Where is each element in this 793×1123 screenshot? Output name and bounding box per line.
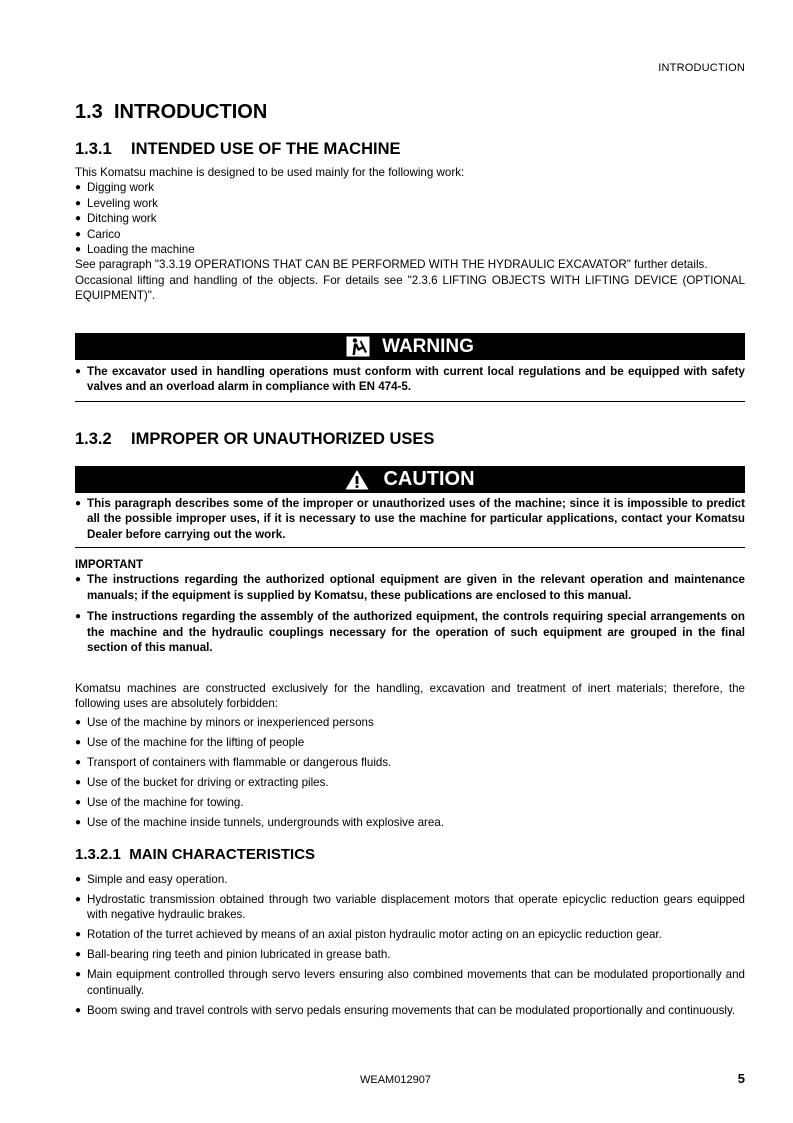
intended-use-section [75,140,745,159]
subsection-number: 1.3.2.1 [75,846,121,863]
subsection-title: INTENDED USE OF THE MACHINE [131,140,401,158]
list-item: ● The instructions regarding the authorized optional equipment are given in the relevant operation and maintenance manuals; if the equipment is supplied by Komatsu, these publications are enclosed to this manual. [75,573,745,602]
list-item: ● Use of the machine inside tunnels, undergrounds with explosive area. [75,815,445,829]
warning-banner [75,333,745,360]
bullet-icon: ● [75,874,82,885]
main-characteristics-heading [75,846,745,863]
caution-body [75,496,745,542]
bullet-icon: ● [75,366,82,377]
list-item: ● Rotation of the turret achieved by means of an axial piston hydraulic motor acting on an epicyclic reduction gear. [75,928,662,942]
list-item: ● Hydrostatic transmission obtained through two variable displacement motors that operate epicyclic reduction gears equipped with negative hydraulic brakes. [75,893,745,922]
bullet-icon: ● [75,244,82,256]
subsection-title: MAIN CHARACTERISTICS [129,846,316,863]
list-item: ● Ditching work [75,212,157,226]
bullet-icon: ● [75,1004,82,1016]
bullet-icon: ● [75,969,82,981]
bullet-icon: ● [75,756,82,768]
forbidden-intro: Komatsu machines are constructed exclusively for the handling, excavation and treatment of inert materials; therefore, the following uses are absolutely forbidden: [75,682,745,711]
bullet-icon: ● [75,611,82,623]
important-list [75,572,745,655]
list-item: ● Loading the machine [75,243,195,257]
bullet-icon: ● [75,894,82,905]
bullet-icon: ● [75,736,82,748]
list-item: ● Digging work [75,181,155,195]
caution-divider [75,547,745,548]
page-number: 5 [737,1071,745,1086]
caution-triangle-icon [345,469,369,490]
warning-divider [75,401,745,402]
list-item: ● Carico [75,227,121,241]
important-label: IMPORTANT [75,558,144,571]
important-section [75,557,745,660]
list-item: ● The instructions regarding the assembly of the authorized equipment, the controls requiring special arrangements on the machine and the hydraulic couplings necessary for the operation of such equipment are grouped in the final section of this manual. [75,610,745,655]
list-item: ● This paragraph describes some of the improper or unauthorized uses of the machine; since it is impossible to predict all the possible improper uses, if it is necessary to use the machine for particular applications, contact your Komatsu Dealer before carrying out the work. [75,497,745,541]
bullet-icon: ● [75,776,82,788]
bullet-icon: ● [75,929,82,941]
warning-body [75,364,745,395]
list-item: ● Leveling work [75,196,158,210]
warning-person-icon [346,336,370,357]
bullet-icon: ● [75,816,82,828]
main-characteristics-list [75,872,745,1018]
improper-uses-section [75,430,745,449]
bullet-icon: ● [75,574,82,586]
bullet-icon: ● [75,716,82,728]
document-code: WEAM012907 [360,1074,431,1086]
list-item: ● Ball-bearing ring teeth and pinion lubricated in grease bath. [75,948,391,962]
section-number: 1.3 [75,101,103,123]
bullet-icon: ● [75,949,82,961]
list-item: ● Simple and easy operation. [75,873,228,886]
bullet-icon: ● [75,182,82,194]
intended-use-list [75,180,745,257]
bullet-icon: ● [75,796,82,808]
bullet-icon: ● [75,228,82,240]
section-title: INTRODUCTION [113,101,268,123]
intended-use-body [75,165,745,304]
bullet-icon: ● [75,498,82,509]
caution-banner [75,466,745,493]
warning-list [75,364,745,395]
bullet-icon: ● [75,197,82,209]
list-item: ● Main equipment controlled through servo levers ensuring also combined movements that can be modulated proportionally and continually. [75,968,745,997]
intended-use-intro: This Komatsu machine is designed to be used mainly for the following work: [75,166,465,179]
forbidden-uses-section [75,681,745,835]
caution-list [75,496,745,542]
bullet-icon: ● [75,213,82,225]
list-item: ● The excavator used in handling operations must conform with current local regulations and be equipped with safety valves and an overload alarm in compliance with EN 474-5. [75,365,745,394]
subsection-title: IMPROPER OR UNAUTHORIZED USES [131,430,435,448]
lifting-note: Occasional lifting and handling of the objects. For details see "2.3.6 LIFTING OBJECTS WITH LIFTING DEVICE (OPTIONAL EQUIPMENT)". [75,273,745,303]
improper-uses-heading [75,430,745,449]
intended-use-heading [75,140,745,159]
subsection-number: 1.3.2 [75,430,112,448]
warning-label: WARNING [382,335,474,357]
list-item: ● Boom swing and travel controls with servo pedals ensuring movements that can be modulated proportionally and continuously. [75,1003,736,1017]
caution-label: CAUTION [383,468,475,490]
subsection-number: 1.3.1 [75,140,112,158]
list-item: ● Use of the machine for towing. [75,795,244,809]
list-item: ● Use of the bucket for driving or extracting piles. [75,775,329,789]
section-heading [75,101,267,124]
list-item: ● Use of the machine by minors or inexperienced persons [75,715,374,729]
main-characteristics-body [75,872,745,1023]
see-paragraph-note: See paragraph "3.3.19 OPERATIONS THAT CAN BE PERFORMED WITH THE HYDRAULIC EXCAVATOR" further details. [75,258,708,272]
forbidden-list [75,715,745,830]
list-item: ● Transport of containers with flammable or dangerous fluids. [75,755,392,769]
running-header: INTRODUCTION [658,62,745,74]
main-characteristics-section [75,846,745,863]
list-item: ● Use of the machine for the lifting of people [75,735,305,749]
